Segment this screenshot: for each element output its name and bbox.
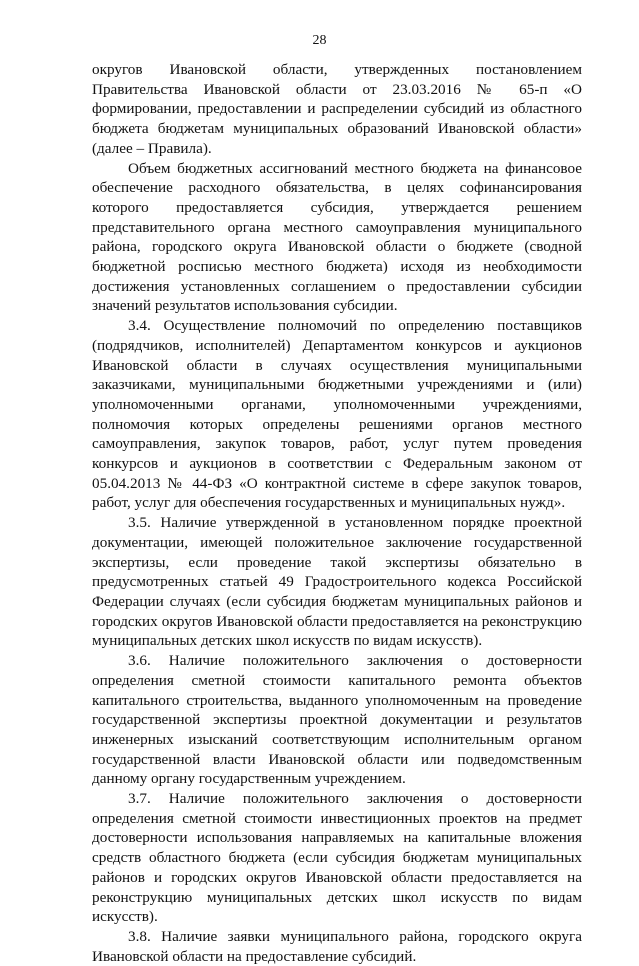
paragraph-3-7: 3.7. Наличие положительного заключения о достоверности определения сметной стоимости инвестиционных проектов на предмет достоверности использования направляемых на капитальные вложения средств областного бюджета (если субсидия бюджетам муниципальных районов и городских округов Ивановской области предоставляется на реконструкцию муниципальных детских школ искусств по видам искусств). — [92, 790, 582, 926]
page-number: 28 — [312, 33, 327, 48]
paragraph-continuation: округов Ивановской области, утвержденных постановлением Правительства Ивановской области от 23.03.2016 № 65-п «О формировании, предоставлении и распределении субсидий из областного бюджета бюджетам муниципальных образований Ивановской области» (далее – Правила). — [92, 61, 582, 157]
document-body — [92, 60, 582, 966]
paragraph-3-8: 3.8. Наличие заявки муниципального района, городского округа Ивановской области на предоставление субсидий. — [92, 927, 582, 965]
paragraph-3-4: 3.4. Осуществление полномочий по определению поставщиков (подрядчиков, исполнителей) Департаментом конкурсов и аукционов Ивановской области в случаях осуществления муниципальными заказчиками, муниципальными бюджетными учреждениями и (или) уполномоченными органами, уполномоченными учреждениями, полномочия которых определены решениями органов местного самоуправления, закупок товаров, работ, услуг путем проведения конкурсов и аукционов в соответствии с Федеральным законом от 05.04.2013 № 44-ФЗ «О контрактной системе в сфере закупок товаров, работ, услуг для обеспечения государственных и муниципальных нужд». — [92, 317, 582, 512]
paragraph-3-6: 3.6. Наличие положительного заключения о достоверности определения сметной стоимости капитального ремонта объектов капитального строительства, выданного уполномоченным на проведение государственной экспертизы проектной документации и результатов инженерных изысканий соответствующим исполнительным органом государственной власти Ивановской области или подведомственным данному органу государственным учреждением. — [92, 652, 582, 788]
paragraph-budget-allocations: Объем бюджетных ассигнований местного бюджета на финансовое обеспечение расходного обязательства, в целях софинансирования которого предоставляется субсидия, утверждается решением представительного органа местного самоуправления муниципального района, городского округа Ивановской области о бюджете (сводной бюджетной росписью местного бюджета) исходя из необходимости достижения установленных соглашением о предоставлении субсидии значений результатов использования субсидии. — [92, 159, 582, 315]
paragraph-3-5: 3.5. Наличие утвержденной в установленном порядке проектной документации, имеющей положительное заключение государственной экспертизы, если проведение такой экспертизы обязательно в предусмотренных статьей 49 Градостроительного кодекса Российской Федерации случаях (если субсидия бюджетам муниципальных районов и городских округов Ивановской области предоставляется на реконструкцию муниципальных детских школ искусств по видам искусств). — [92, 514, 582, 650]
